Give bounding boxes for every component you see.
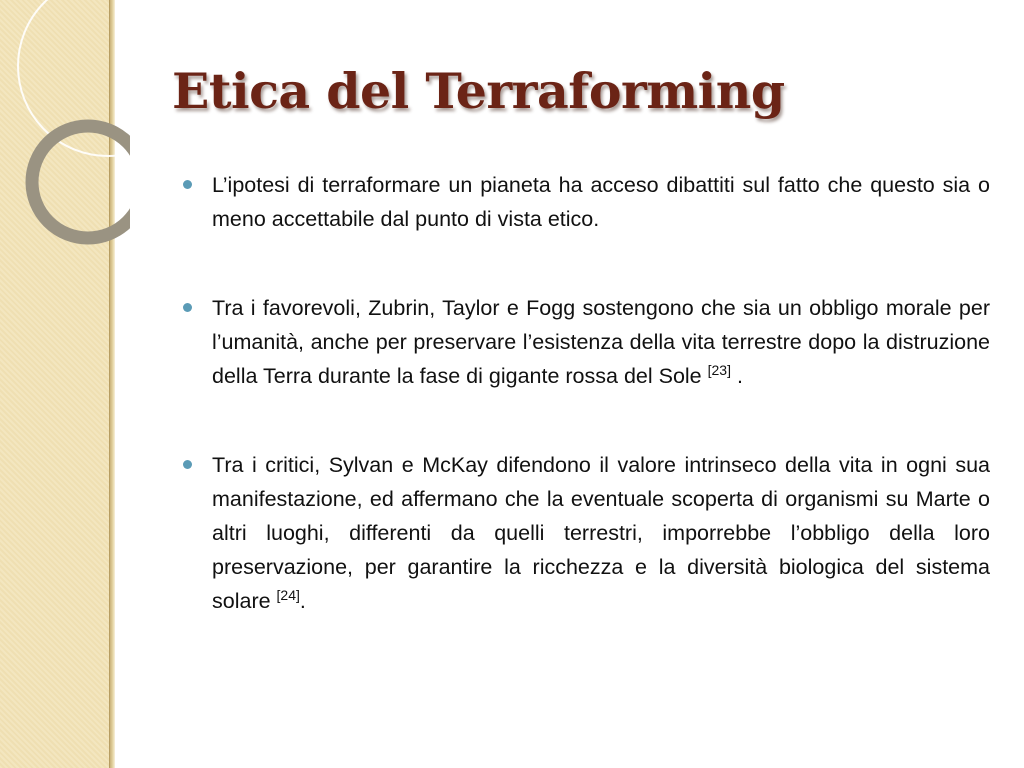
bullet-tail: . <box>299 589 306 613</box>
bullet-list <box>212 168 990 618</box>
bullet-text: Tra i critici, Sylvan e McKay difendono il valore intrinseco della vita in ogni sua manifestazione, ed affermano che la eventuale scoperta di organismi su Marte o altri luoghi, differenti da quelli terrestri, imporrebbe l’obbligo della loro preservazione, per garantire la ricchezza e la diversità biologica del sistema solare <box>212 453 990 613</box>
bullet-tail: . <box>730 364 743 388</box>
bullet-text: L’ipotesi di terraformare un pianeta ha acceso dibattiti sul fatto che questo sia o meno accettabile dal punto di vista etico. <box>212 173 990 231</box>
slide-title: Etica del Terraforming <box>172 62 785 120</box>
gray-ring <box>32 126 130 238</box>
bullet-dot-icon <box>183 303 192 312</box>
bullet-dot-icon <box>183 180 192 189</box>
bullet-item <box>212 448 990 618</box>
citation-reference: [23] <box>707 361 731 378</box>
bullet-item <box>212 168 990 236</box>
citation-reference: [24] <box>276 586 300 603</box>
decorative-circles <box>0 0 130 260</box>
bullet-item <box>212 291 990 393</box>
bullet-text: Tra i favorevoli, Zubrin, Taylor e Fogg sostengono che sia un obbligo morale per l’umanità, anche per preservare l’esistenza della vita terrestre dopo la distruzione della Terra durante la fase di gigante rossa del Sole <box>212 296 990 388</box>
bullet-dot-icon <box>183 460 192 469</box>
